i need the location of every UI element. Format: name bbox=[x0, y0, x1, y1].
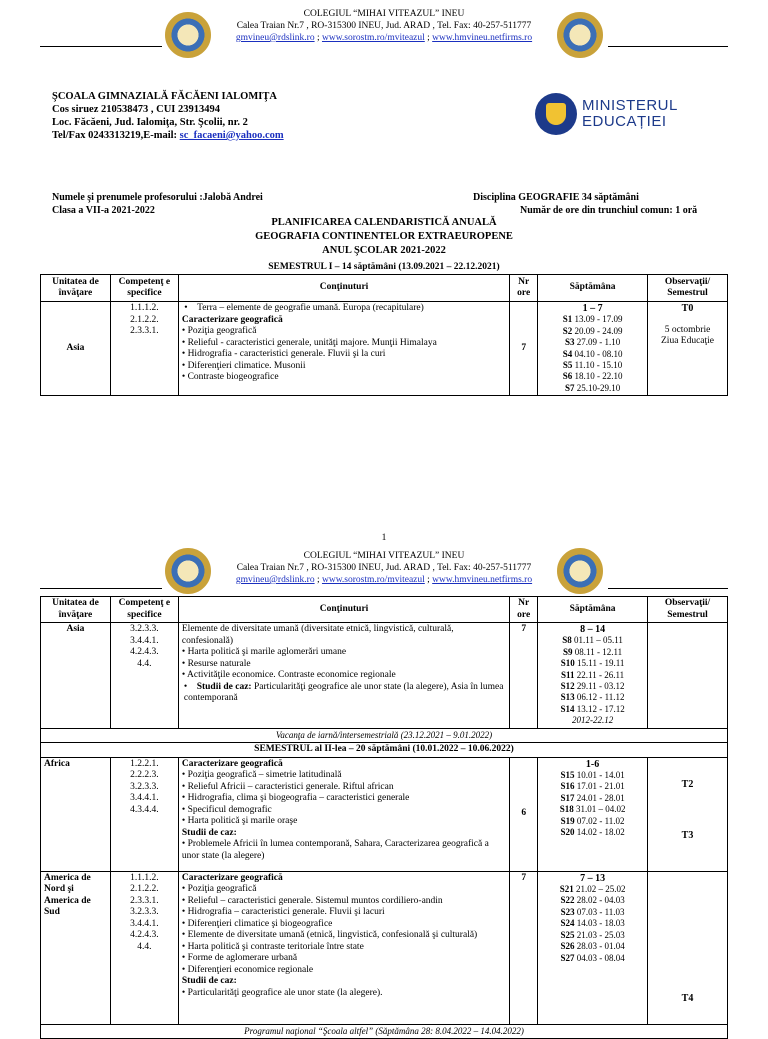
school-name: ŞCOALA GIMNAZIALĂ FĂCĂENI IALOMIŢA bbox=[52, 91, 277, 102]
ministry-emblem-icon bbox=[535, 93, 577, 135]
college-address: Calea Traian Nr.7 , RO-315300 INEU, Jud. ARAD , Tel. Fax: 40-257-511777 bbox=[236, 563, 532, 573]
page-number: 1 bbox=[381, 533, 387, 543]
class-year: Clasa a VII-a 2021-2022 bbox=[52, 205, 155, 216]
college-name: COLEGIUL “MIHAI VITEAZUL” INEU bbox=[303, 551, 465, 561]
college-seal-left-icon bbox=[165, 12, 211, 58]
unit-cell: America de Nord şi America de Sud bbox=[41, 871, 111, 1024]
observations-cell: T2 T3 bbox=[648, 757, 728, 871]
semester1-title: SEMESTRUL I – 14 săptămâni (13.09.2021 – 22.12.2021) bbox=[268, 262, 500, 272]
vacation-row: Vacanţa de iarnă/intersemestrială (23.12.2021 – 9.01.2022) bbox=[41, 728, 728, 743]
content-cell: Elemente de diversitate umană (diversitate etnică, lingvistică, culturală, confesională) • Harta politică şi marile aglomerări umane • Resurse naturale • Activităţile economice. Contraste economice regionale • Studii de caz: Particularităţi geografice ale unor state (la alegere), Asia în lumea contemporană bbox=[178, 623, 509, 729]
college-contacts: gmvineu@rdslink.ro ; www.sorostm.ro/mviteazul ; www.hmvineu.netfirms.ro bbox=[235, 575, 533, 585]
header-observations: Observaţii/ Semestrul bbox=[648, 597, 728, 623]
plan-table-2 bbox=[40, 596, 728, 1039]
header-week: Săptămâna bbox=[538, 275, 648, 302]
school-info bbox=[52, 90, 284, 142]
college-site2-link[interactable]: www.hmvineu.netfirms.ro bbox=[432, 575, 533, 585]
header-competences: Competenţ e specifice bbox=[110, 597, 178, 623]
college-site1-link[interactable]: www.sorostm.ro/mviteazul bbox=[321, 575, 425, 585]
hours-cell: 7 bbox=[510, 871, 538, 1024]
college-name: COLEGIUL “MIHAI VITEAZUL” INEU bbox=[303, 9, 465, 19]
unit-cell: Asia bbox=[41, 623, 111, 729]
hours-info: Număr de ore din trunchiul comun: 1 oră bbox=[520, 205, 698, 216]
header-week: Săptămâna bbox=[538, 597, 648, 623]
school-email-link[interactable]: sc_facaeni@yahoo.com bbox=[179, 130, 284, 141]
college-email-link[interactable]: gmvineu@rdslink.ro bbox=[235, 33, 315, 43]
college-email-link[interactable]: gmvineu@rdslink.ro bbox=[235, 575, 315, 585]
weeks-cell: 1-6 S15 10.01 - 14.01 S16 17.01 - 21.01 S17 24.01 - 28.01 S18 31.01 – 04.02 S19 07.02 - 11.02 S20 14.02 - 18.02 bbox=[538, 757, 648, 871]
school-address: Loc. Făcăeni, Jud. Ialomiţa, Str. Şcolii, nr. 2 bbox=[52, 117, 248, 128]
title-year: ANUL ŞCOLAR 2021-2022 bbox=[322, 245, 446, 256]
competences-cell: 1.1.1.2. 2.1.2.2. 2.3.3.1. bbox=[110, 302, 178, 396]
separator: ; bbox=[427, 33, 430, 43]
discipline: Disciplina GEOGRAFIE 34 săptămâni bbox=[473, 192, 639, 203]
header-rule-right bbox=[608, 46, 728, 47]
header-hours: Nr ore bbox=[510, 275, 538, 302]
school-codes: Cos siruez 210538473 , CUI 23913494 bbox=[52, 104, 220, 115]
separator: ; bbox=[316, 33, 320, 43]
weeks-cell: 8 – 14 S8 01.11 – 05.11 S9 08.11 - 12.11 S10 15.11 - 19.11 S11 22.11 - 26.11 S12 29.11 - 03.12 S13 06.12 - 11.12 S14 13.12 - 17.12 2012-22.12 bbox=[538, 623, 648, 729]
ministry-line1: MINISTERUL bbox=[582, 97, 678, 114]
weeks-cell: 7 – 13 S21 21.02 – 25.02 S22 28.02 - 04.03 S23 07.03 - 11.03 S24 14.03 - 18.03 S25 21.03 - 25.03 S26 28.03 - 01.04 S27 04.03 - 08.04 bbox=[538, 871, 648, 1024]
weeks-cell: 1 – 7 S1 13.09 - 17.09 S2 20.09 - 24.09 S3 27.09 - 1.10 S4 04.10 - 08.10 S5 11.10 - 15.10 S6 18.10 - 22.10 S7 25.10-29.10 bbox=[538, 302, 648, 396]
header-content: Conţinuturi bbox=[178, 597, 509, 623]
college-site1-link[interactable]: www.sorostm.ro/mviteazul bbox=[321, 33, 425, 43]
hours-cell: 7 bbox=[510, 623, 538, 729]
college-seal-left-icon bbox=[165, 548, 211, 594]
header-rule-right bbox=[608, 588, 728, 589]
header-unit: Unitatea de învăţare bbox=[41, 275, 111, 302]
program-row: Programul naţional “Şcoala altfel” (Săptămâna 28: 8.04.2022 – 14.04.2022) bbox=[41, 1024, 728, 1039]
unit-cell: Asia bbox=[41, 302, 111, 396]
header-hours: Nr ore bbox=[510, 597, 538, 623]
unit-cell: Africa bbox=[41, 757, 111, 871]
college-site2-link[interactable]: www.hmvineu.netfirms.ro bbox=[432, 33, 533, 43]
observations-cell bbox=[648, 623, 728, 729]
hours-cell: 7 bbox=[510, 302, 538, 396]
college-contacts bbox=[215, 32, 553, 44]
observations-cell: T0 5 octombrie Ziua Educaţie bbox=[648, 302, 728, 396]
table-row bbox=[41, 871, 728, 1024]
content-cell: Caracterizare geografică • Poziţia geografică • Relieful – caracteristici generale. Sistemul muntos cordiliero-andin • Hidrografia – caracteristici generale. Fluvii şi lacuri • Diferenţieri climatice şi biogeografice • Elemente de diversitate umană (etnică, lingvistică, confesională şi culturală) • Harta politică şi contraste teritoriale între state • Forme de aglomerare urbană • Diferenţieri economice regionale Studii de caz: • Particularităţi geografice ale unor state (la alegere). bbox=[178, 871, 509, 1024]
header-observations: Observaţii/ Semestrul bbox=[648, 275, 728, 302]
competences-cell: 1.1.1.2. 2.1.2.2. 2.3.3.1. 3.2.3.3. 3.4.4.1. 4.2.4.3. 4.4. bbox=[110, 871, 178, 1024]
plan-table-1 bbox=[40, 274, 728, 396]
observations-cell: T4 bbox=[648, 871, 728, 1024]
ministry-name bbox=[582, 98, 678, 130]
header-competences: Competenţ e specifice bbox=[110, 275, 178, 302]
competences-cell: 3.2.3.3. 3.4.4.1. 4.2.4.3. 4.4. bbox=[110, 623, 178, 729]
header-rule-left bbox=[40, 588, 162, 589]
header-unit: Unitatea de învăţare bbox=[41, 597, 111, 623]
content-cell: • Terra – elemente de geografie umană. Europa (recapitulare) Caracterizare geografică • Poziţia geografică • Relieful - caracteristici generale, unităţi majore. Munţii Himalaya • Hidrografia - caracteristici generale. Fluvii şi la curi • Diferenţieri climatice. Musonii • Contraste biogeografice bbox=[178, 302, 509, 396]
header-rule-left bbox=[40, 46, 162, 47]
content-cell: Caracterizare geografică • Poziţia geografică – simetrie latitudinală • Relieful Africii – caracteristici generale. Riftul african • Hidrografia, clima şi biogeografia – caracteristici generale • Specificul demografic • Harta politică şi marile oraşe Studii de caz: • Problemele Africii în lumea contemporană, Sahara, Caracterizarea geografică a unor state (la alegere) bbox=[178, 757, 509, 871]
table-row bbox=[41, 623, 728, 729]
school-phone: Tel/Fax 0243313219,E-mail: sc_facaeni@yahoo.com bbox=[52, 130, 284, 141]
table-row bbox=[41, 302, 728, 396]
teacher-name: Numele şi prenumele profesorului :Jalobă Andrei bbox=[52, 192, 263, 203]
hours-cell: 6 bbox=[510, 757, 538, 871]
title-planning: PLANIFICAREA CALENDARISTICĂ ANUALĂ bbox=[271, 217, 497, 228]
competences-cell: 1.2.2.1. 2.2.2.3. 3.2.3.3. 3.4.4.1. 4.3.4.4. bbox=[110, 757, 178, 871]
college-seal-right-icon bbox=[557, 548, 603, 594]
college-address: Calea Traian Nr.7 , RO-315300 INEU, Jud. ARAD , Tel. Fax: 40-257-511777 bbox=[236, 21, 532, 31]
college-seal-right-icon bbox=[557, 12, 603, 58]
header-content: Conţinuturi bbox=[178, 275, 509, 302]
ministry-line2: EDUCAȚIEI bbox=[582, 113, 667, 130]
title-subject: GEOGRAFIA CONTINENTELOR EXTRAEUROPENE bbox=[255, 231, 513, 242]
table-row bbox=[41, 757, 728, 871]
semester2-row: SEMESTRUL al II-lea – 20 săptămâni (10.01.2022 – 10.06.2022) bbox=[41, 743, 728, 758]
